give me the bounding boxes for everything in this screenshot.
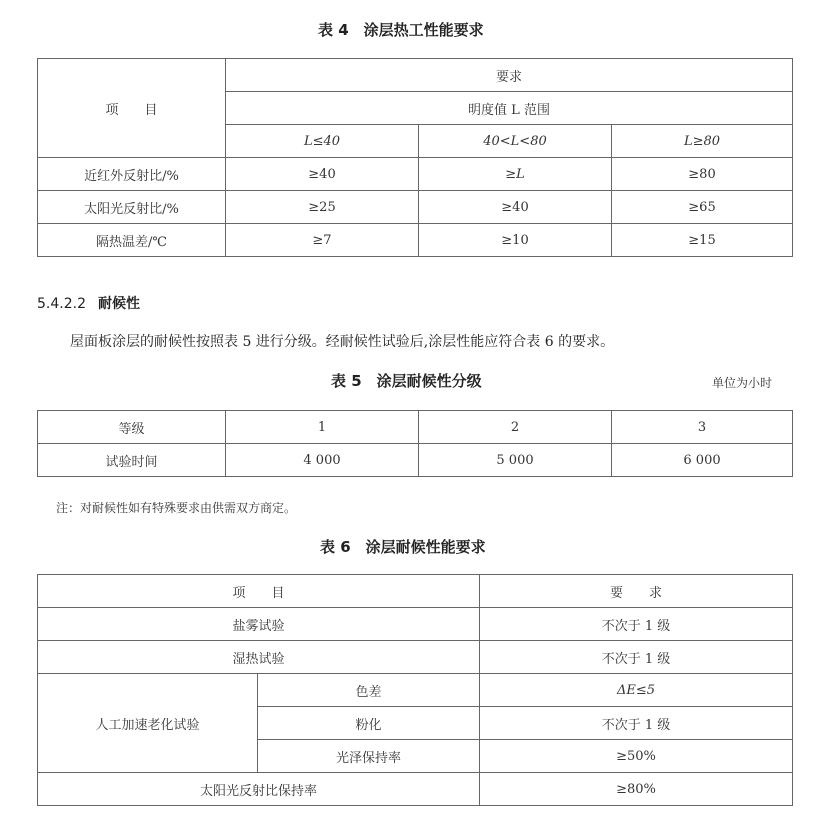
table6-aging-label: 人工加速老化试验 <box>38 674 258 773</box>
table4-range-2: 40<L<80 <box>419 125 612 158</box>
table4-thermal-performance <box>37 58 793 257</box>
table5-weathering-grades <box>37 410 793 477</box>
table4-cell: ≥L <box>419 158 612 191</box>
table4-cell: ≥25 <box>226 191 419 224</box>
table6-damp-heat-value: 不次于 1 级 <box>480 641 793 674</box>
table6-header-item: 项 目 <box>38 575 480 608</box>
table5-grade: 2 <box>419 411 612 444</box>
table4-cell: ≥40 <box>226 158 419 191</box>
section-number: 5.4.2.2 <box>37 296 86 312</box>
table6-weathering-performance <box>37 574 793 806</box>
table5-time: 4 000 <box>226 444 419 477</box>
table4-caption: 表 4 涂层热工性能要求 <box>318 21 484 39</box>
table4-cell: ≥65 <box>612 191 793 224</box>
table6-aging-value: ≥50% <box>480 740 793 773</box>
table4-cell: ≥40 <box>419 191 612 224</box>
table4-row-label: 太阳光反射比/% <box>38 191 226 224</box>
table5-time: 5 000 <box>419 444 612 477</box>
table4-cell: ≥15 <box>612 224 793 257</box>
table4-range-1: L≤40 <box>226 125 419 158</box>
section-heading <box>37 293 140 313</box>
table6-aging-sub-label: 光泽保持率 <box>258 740 480 773</box>
table6-aging-value: ΔE≤5 <box>480 674 793 707</box>
table5-note: 注：对耐候性如有特殊要求由供需双方商定。 <box>56 501 297 515</box>
table6-aging-sub-label: 粉化 <box>258 707 480 740</box>
table5-grade-label: 等级 <box>38 411 226 444</box>
table4-header-lightness-range: 明度值 L 范围 <box>226 92 793 125</box>
table4-header-requirement: 要求 <box>226 59 793 92</box>
table5-caption: 表 5 涂层耐候性分级 <box>331 372 482 390</box>
table6-damp-heat-label: 湿热试验 <box>38 641 480 674</box>
table6-salt-spray-value: 不次于 1 级 <box>480 608 793 641</box>
table5-time: 6 000 <box>612 444 793 477</box>
table5-unit: 单位为小时 <box>712 376 773 390</box>
table4-row-label: 隔热温差/℃ <box>38 224 226 257</box>
table6-solar-retention-value: ≥80% <box>480 773 793 806</box>
section-title: 耐候性 <box>97 296 140 312</box>
section-paragraph: 屋面板涂层的耐候性按照表 5 进行分级。经耐候性试验后,涂层性能应符合表 6 的要求。 <box>70 334 615 350</box>
table4-row-label: 近红外反射比/% <box>38 158 226 191</box>
table6-salt-spray-label: 盐雾试验 <box>38 608 480 641</box>
table5-time-label: 试验时间 <box>38 444 226 477</box>
table6-caption: 表 6 涂层耐候性能要求 <box>320 538 486 556</box>
table4-cell: ≥10 <box>419 224 612 257</box>
table4-cell: ≥80 <box>612 158 793 191</box>
table5-grade: 3 <box>612 411 793 444</box>
table4-header-item: 项 目 <box>38 59 226 158</box>
table6-aging-sub-label: 色差 <box>258 674 480 707</box>
table4-cell: ≥7 <box>226 224 419 257</box>
table6-solar-retention-label: 太阳光反射比保持率 <box>38 773 480 806</box>
table5-grade: 1 <box>226 411 419 444</box>
table6-aging-value: 不次于 1 级 <box>480 707 793 740</box>
table6-header-requirement: 要 求 <box>480 575 793 608</box>
table4-range-3: L≥80 <box>612 125 793 158</box>
